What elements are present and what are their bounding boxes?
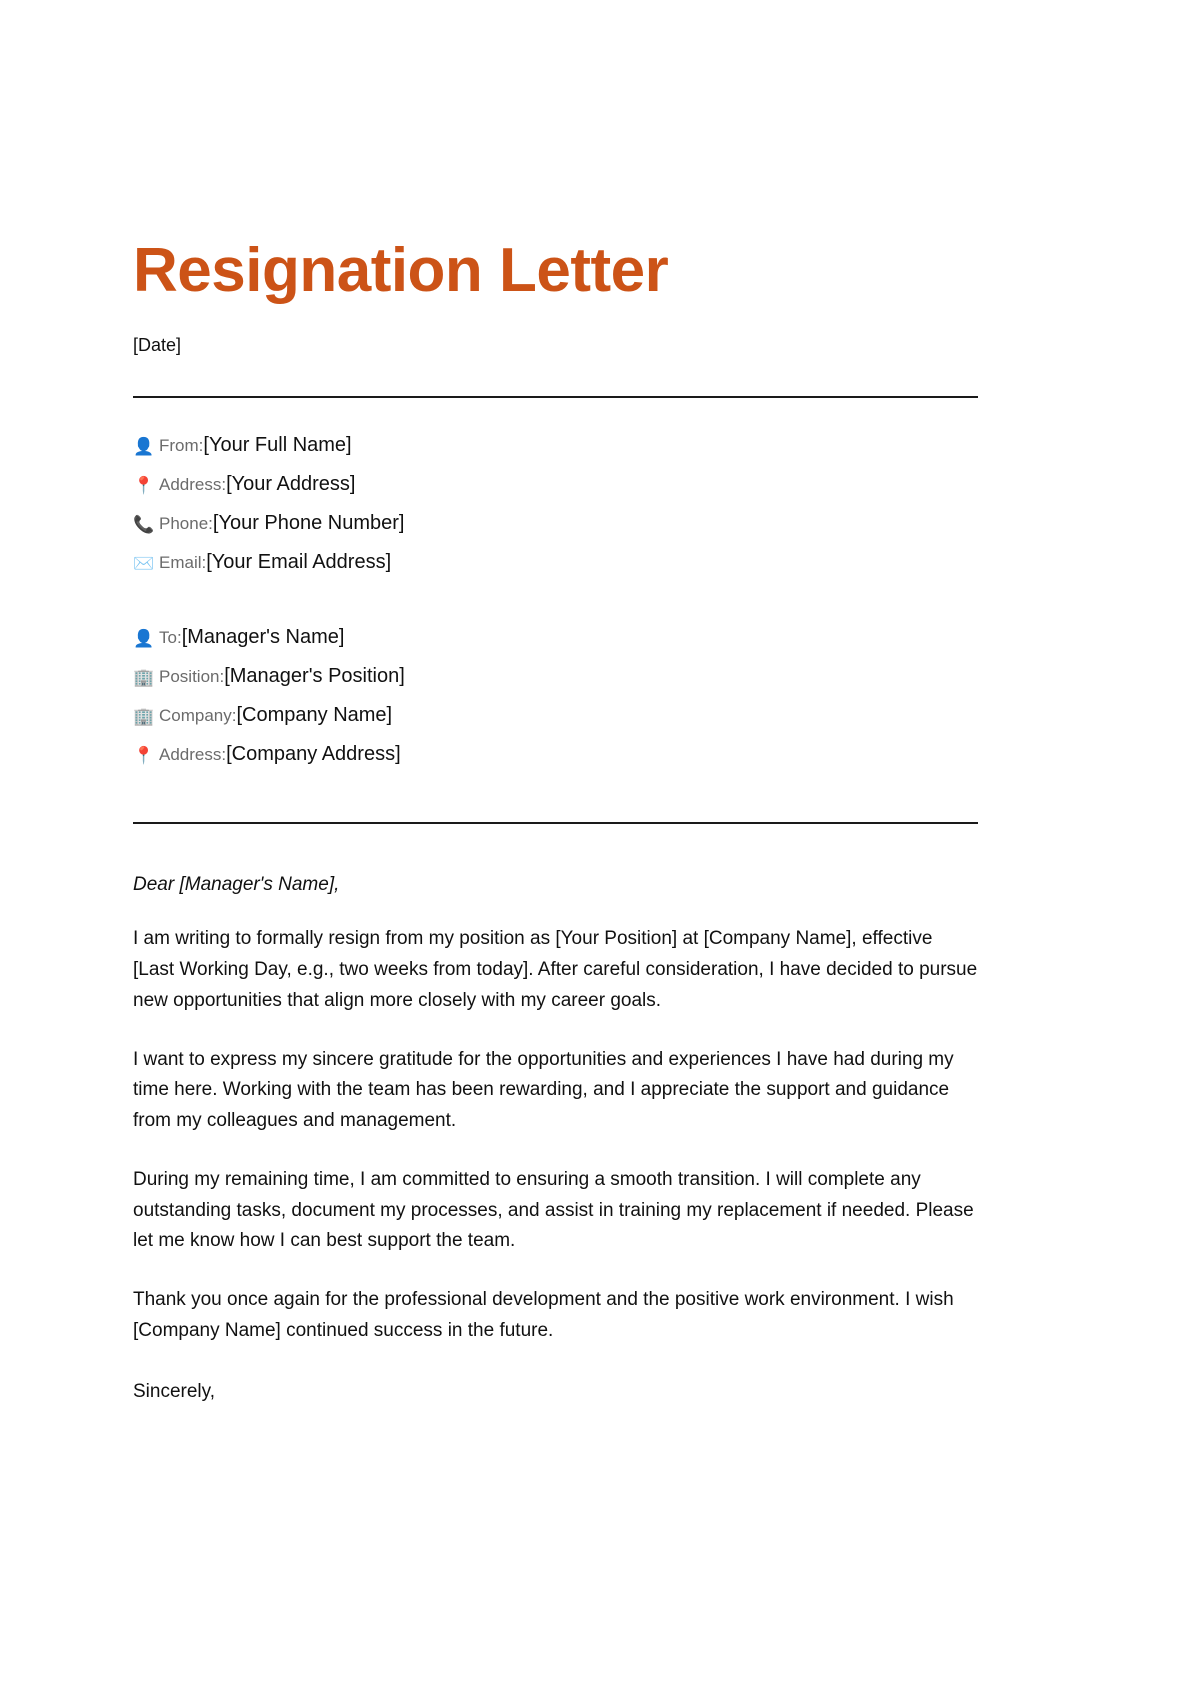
contact-row (133, 665, 978, 688)
contact-label: From: (159, 436, 204, 456)
contact-row (133, 512, 978, 535)
person-icon: 👤 (133, 629, 155, 649)
contact-label: To: (159, 628, 182, 648)
body-paragraph: I want to express my sincere gratitude for the opportunities and experiences I have had during my time here. Working with the team has been rewarding, and I appreciate the support and guidance from my colleagues and management. (133, 1048, 954, 1132)
contact-row (133, 704, 978, 727)
contact-label: Position: (159, 667, 225, 687)
contact-row (133, 551, 978, 574)
divider-top (133, 396, 978, 398)
contact-value: [Your Address] (226, 473, 356, 496)
contact-row (133, 743, 978, 766)
office-building-icon: 🏢 (133, 707, 155, 727)
closing-line: Sincerely, (133, 1380, 216, 1402)
sender-contact-block (133, 434, 978, 574)
contact-label: Company: (159, 706, 237, 726)
contact-value: [Your Phone Number] (212, 512, 405, 535)
envelope-icon: ✉️ (133, 554, 155, 574)
location-pin-icon: 📍 (133, 746, 155, 766)
letter-content (133, 0, 978, 1407)
body-paragraph: During my remaining time, I am committed to ensuring a smooth transition. I will complete any outstanding tasks, document my processes, and assist in training my replacement if needed. Please let me know how I can best support the team. (133, 1168, 974, 1252)
contact-row (133, 626, 978, 649)
contact-label: Address: (159, 745, 227, 765)
contact-label: Address: (159, 475, 227, 495)
contact-value: [Your Full Name] (203, 434, 352, 457)
contact-row (133, 434, 978, 457)
contact-value: [Your Email Address] (206, 551, 392, 574)
body-paragraph: Thank you once again for the professional development and the positive work environment. I wish [Company Name] continued success in the future. (133, 1289, 954, 1341)
contact-value: [Company Address] (226, 743, 401, 766)
person-icon: 👤 (133, 437, 155, 457)
contact-row (133, 473, 978, 496)
contact-value: [Manager's Name] (181, 626, 345, 649)
phone-icon: 📞 (133, 515, 155, 535)
contact-value: [Manager's Position] (224, 665, 405, 688)
recipient-contact-block (133, 626, 978, 766)
contact-label: Email: (159, 553, 207, 573)
office-building-icon: 🏢 (133, 668, 155, 688)
contact-value: [Company Name] (236, 704, 393, 727)
date-placeholder: [Date] (133, 335, 182, 356)
location-pin-icon: 📍 (133, 476, 155, 496)
divider-bottom (133, 822, 978, 824)
letter-body (133, 924, 978, 1346)
salutation: Dear [Manager's Name], (133, 874, 340, 896)
page-title: Resignation Letter (133, 236, 669, 305)
body-paragraph: I am writing to formally resign from my position as [Your Position] at [Company Name], effective [Last Working Day, e.g., two weeks from today]. After careful consideration, I have decided to pursue new opportunities that align more closely with my career goals. (133, 928, 978, 1011)
contact-label: Phone: (159, 514, 213, 534)
